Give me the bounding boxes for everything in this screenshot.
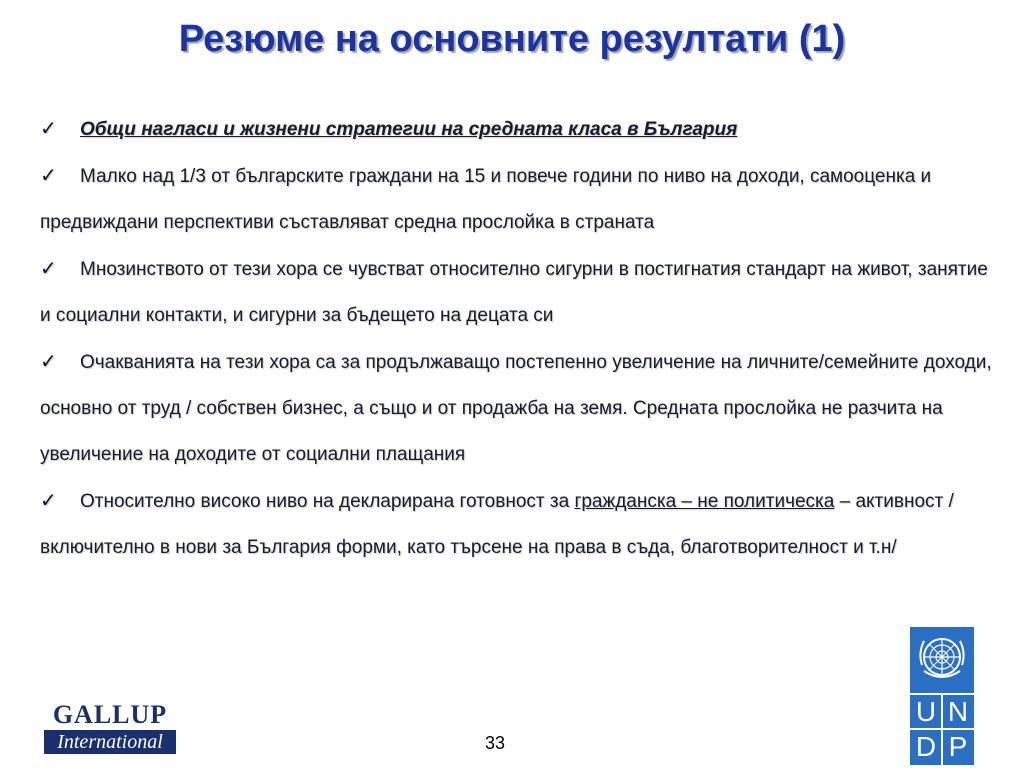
undp-logo: [910, 627, 974, 765]
check-icon: ✓: [40, 118, 57, 140]
bullet-item: [40, 246, 998, 339]
bullet-text: Мнозинството от тези хора се чувстват относително сигурни в постигнатия стандарт на живот, занятие и социални контакти, и сигурни за бъдещето на децата си: [40, 259, 988, 326]
bullet-text-end: – активност / включително в нови за България форми, като търсене на права в съда, благотворителност и т.н/: [40, 491, 954, 558]
bullet-text-underlined: гражданска – не политическа: [574, 491, 835, 512]
undp-divider: [941, 693, 943, 765]
section-heading: Общи нагласи и жизнени стратегии на средната класа в България: [80, 119, 738, 140]
bullet-item: [40, 478, 998, 571]
bullet-text-start: Относително високо ниво на декларирана готовност за: [80, 491, 575, 512]
check-icon: ✓: [40, 351, 57, 373]
check-icon: ✓: [40, 258, 57, 280]
undp-letter-p: P: [948, 731, 968, 762]
undp-letter-n: N: [947, 696, 969, 727]
undp-letter-u: U: [915, 696, 937, 727]
bullet-item: [40, 339, 998, 478]
gallup-logo: [44, 700, 176, 754]
gallup-international-label: International: [44, 730, 176, 754]
bullet-list: [40, 106, 998, 571]
check-icon: ✓: [40, 490, 57, 512]
page-number: 33: [484, 733, 506, 753]
un-emblem-icon: [910, 627, 974, 691]
undp-letter-d: D: [915, 731, 937, 762]
slide-title: Резюме на основните резултати (1): [178, 18, 846, 60]
bullet-heading: [40, 106, 998, 153]
gallup-wordmark: GALLUP: [52, 700, 168, 729]
bullet-item: [40, 153, 998, 246]
bullet-text: Малко над 1/3 от българските граждани на 15 и повече години по ниво на доходи, самооценка и предвиждани перспективи съставляват средна прослойка в страната: [40, 166, 932, 233]
bullet-text: Очакванията на тези хора са за продължаващо постепенно увеличение на личните/семейните доходи, основно от труд / собствен бизнес, а също и от продажба на земя. Средната прослойка не разчита на увеличение на доходите от социални плащания: [40, 352, 992, 465]
check-icon: ✓: [40, 165, 57, 187]
